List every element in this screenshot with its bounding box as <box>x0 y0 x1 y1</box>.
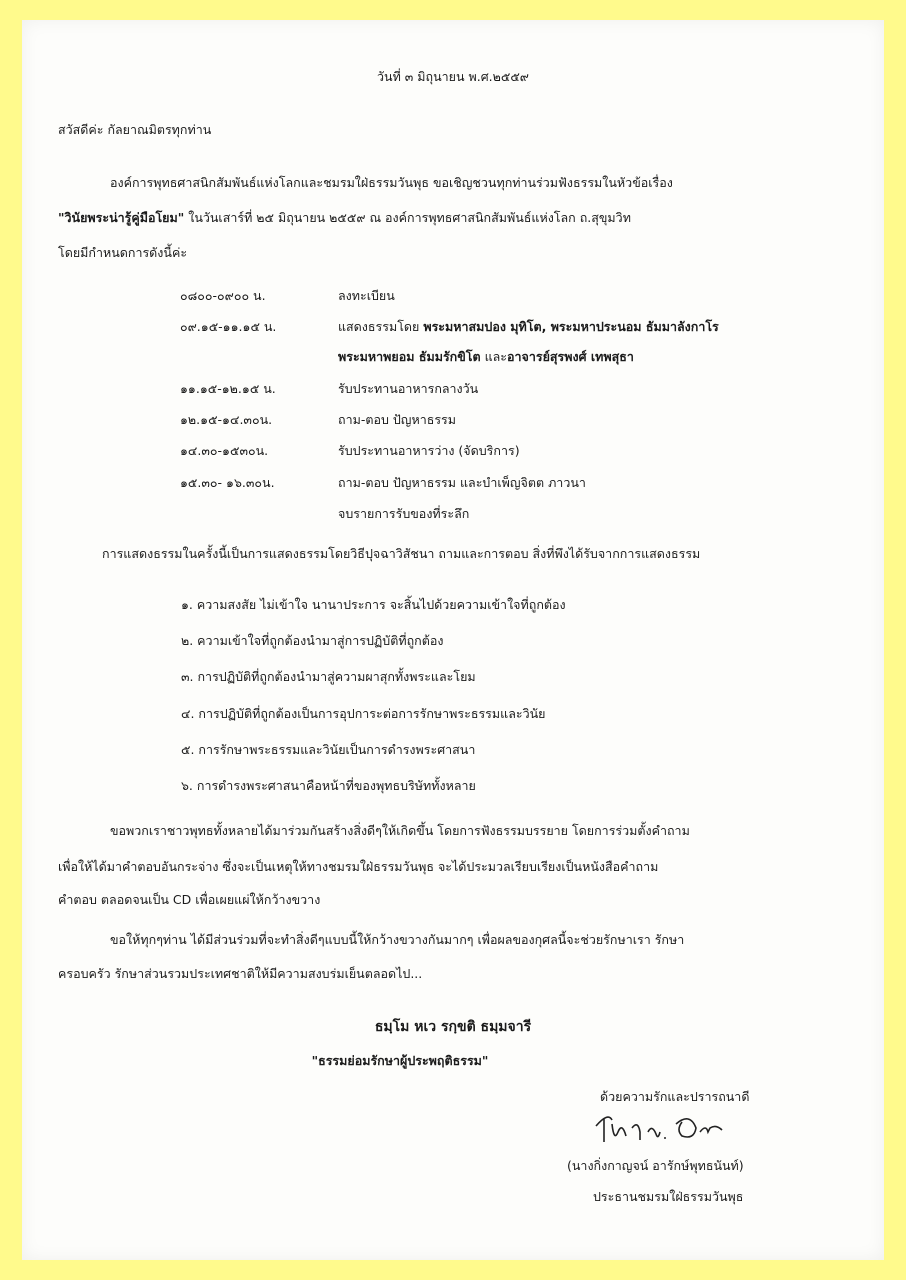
schedule-time-5: ๑๔.๓๐-๑๕๓๐น. <box>180 443 269 458</box>
schedule-speaker-3: พระมหาพยอม ธัมมรักขิโต <box>338 349 481 364</box>
schedule-desc-1: ลงทะเบียน <box>338 288 395 303</box>
schedule-time-2: ๐๙.๑๕-๑๑.๑๕ น. <box>180 319 277 334</box>
greeting: สวัสดีค่ะ กัลยาณมิตรทุกท่าน <box>58 122 212 137</box>
intro-line-1: องค์การพุทธศาสนิกสัมพันธ์แห่งโลกและชมรมใฝ่ธรรมวันพุธ ขอเชิญชวนทุกท่านร่วมฟังธรรมในหัวข้อเรื่อง <box>110 175 673 190</box>
para1-line-3: คำตอบ ตลอดจนเป็น CD เพื่อเผยแผ่ให้กว้างขวาง <box>58 892 321 907</box>
signatory-title: ประธานชมรมใฝ่ธรรมวันพุธ <box>593 1189 744 1204</box>
benefit-item: ๖. การดำรงพระศาสนาคือหน้าที่ของพุทธบริษัททั้งหลาย <box>181 778 476 793</box>
schedule-desc-5: รับประทานอาหารว่าง (จัดบริการ) <box>338 443 520 458</box>
talk-title: "วินัยพระน่ารู้คู่มือโยม" <box>58 210 185 225</box>
talk-venue: ณ องค์การพุทธศาสนิกสัมพันธ์แห่งโลก ถ.สุขุมวิท <box>365 210 631 225</box>
intro-line-3: โดยมีกำหนดการดังนี้ค่ะ <box>58 245 188 260</box>
date-line: วันที่ ๓ มิถุนายน พ.ศ.๒๕๕๙ <box>377 69 529 84</box>
schedule-desc-2 <box>338 318 719 336</box>
schedule-desc-4: ถาม-ตอบ ปัญหาธรรม <box>338 412 457 427</box>
benefit-item: ๓. การปฏิบัติที่ถูกต้องนำมาสู่ความผาสุกทั้งพระและโยม <box>181 669 476 684</box>
schedule-time-6: ๑๕.๓๐- ๑๖.๓๐น. <box>180 475 275 490</box>
schedule-desc-2-prefix: แสดงธรรมโดย <box>338 319 424 334</box>
schedule-speaker-4: อาจารย์สุรพงศ์ เทพสุธา <box>507 349 634 364</box>
schedule-and: และ <box>480 349 508 364</box>
para2-line-1: ขอให้ทุกๆท่าน ได้มีส่วนร่วมที่จะทำสิ่งดีๆแบบนี้ให้กว้างขวางกันมากๆ เพื่อผลของกุศลนี้จะช่วยรักษาเรา รักษา <box>110 932 685 947</box>
letter-paper <box>22 20 884 1260</box>
para1-line-1: ขอพวกเราชาวพุทธทั้งหลายได้มาร่วมกันสร้างสิ่งดีๆให้เกิดขึ้น โดยการฟังธรรมบรรยาย โดยการร่วมตั้งคำถาม <box>110 823 690 838</box>
pali-motto: ธมฺโม หเว รกฺขติ ธมฺมจารี <box>374 1019 532 1035</box>
schedule-speakers-1: พระมหาสมปอง มุทิโต, พระมหาประนอม ธัมมาลังกาโร <box>423 319 719 334</box>
schedule-time-4: ๑๒.๑๕-๑๔.๓๐น. <box>180 412 273 427</box>
schedule-desc-3: รับประทานอาหารกลางวัน <box>338 381 479 396</box>
schedule-time-3: ๑๑.๑๕-๑๒.๑๕ น. <box>180 381 276 396</box>
schedule-desc-6: ถาม-ตอบ ปัญหาธรรม และบำเพ็ญจิตต ภาวนา <box>338 475 586 490</box>
talk-date: ในวันเสาร์ที่ ๒๕ มิถุนายน ๒๕๕๙ <box>184 210 366 225</box>
schedule-desc-2b <box>338 348 634 366</box>
handwritten-signature <box>590 1102 730 1154</box>
benefit-item: ๕. การรักษาพระธรรมและวินัยเป็นการดำรงพระศาสนา <box>181 742 476 757</box>
benefit-item: ๔. การปฏิบัติที่ถูกต้องเป็นการอุปการะต่อการรักษาพระธรรมและวินัย <box>181 706 546 721</box>
intro-line-2 <box>58 209 631 227</box>
para1-line-2: เพื่อให้ได้มาคำตอบอันกระจ่าง ซึ่งจะเป็นเหตุให้ทางชมรมใฝ่ธรรมวันพุธ จะได้ประมวลเรียบเรียงเป็นหนังสือคำถาม <box>58 859 659 874</box>
signatory-name: (นางกิ่งกาญจน์ อารักษ์พุทธนันท์) <box>567 1158 744 1173</box>
schedule-time-1: ๐๘๐๐-๐๙๐๐ น. <box>180 288 266 303</box>
schedule-desc-6b: จบรายการรับของที่ระลึก <box>338 506 470 521</box>
motto-translation: "ธรรมย่อมรักษาผู้ประพฤติธรรม" <box>311 1053 489 1068</box>
para2-line-2: ครอบครัว รักษาส่วนรวมประเทศชาติให้มีความสงบร่มเย็นตลอดไป... <box>58 966 423 981</box>
benefit-item: ๑. ความสงสัย ไม่เข้าใจ นานาประการ จะสิ้นไปด้วยความเข้าใจที่ถูกต้อง <box>181 597 566 612</box>
method-line: การแสดงธรรมในครั้งนี้เป็นการแสดงธรรมโดยวิธีปุจฉาวิสัชนา ถามและการตอบ สิ่งที่พึงได้รับจากการแสดงธรรม <box>102 546 701 561</box>
closing-line: ด้วยความรักและปรารถนาดี <box>600 1089 750 1104</box>
benefit-item: ๒. ความเข้าใจที่ถูกต้องนำมาสู่การปฏิบัติที่ถูกต้อง <box>181 633 444 648</box>
